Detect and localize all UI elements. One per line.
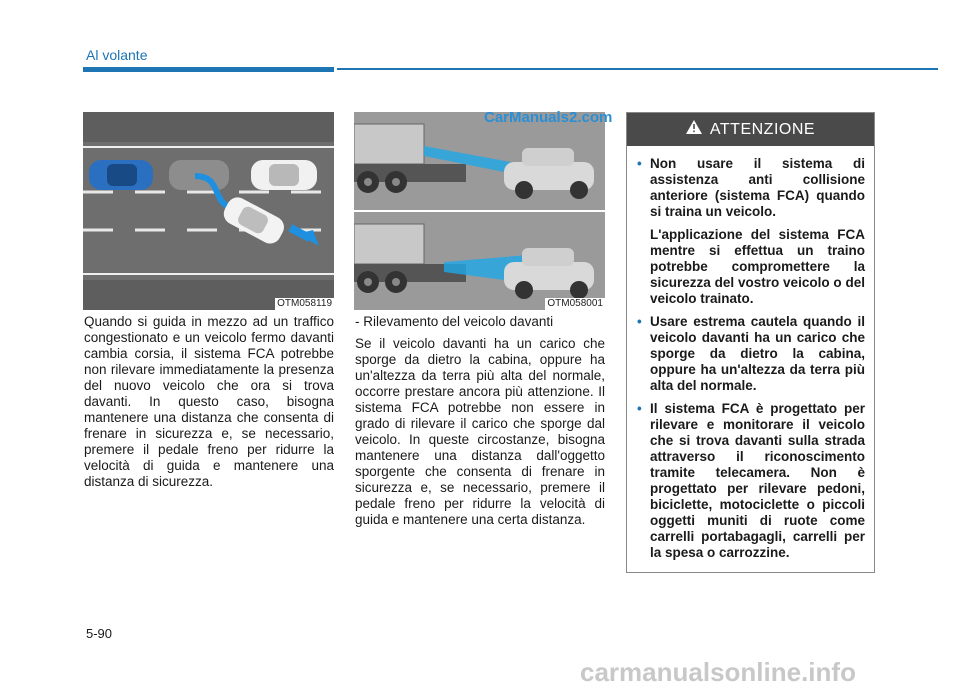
figure-truck-detection [354, 112, 605, 310]
warning-title: ATTENZIONE [709, 120, 816, 138]
header-rule-thick [83, 67, 334, 72]
col2-heading: - Rilevamento del veicolo davanti [355, 314, 554, 329]
warning-box [626, 112, 875, 573]
warning-item-text: Non usare il sistema di assistenza anti collisione anteriore (sistema FCA) quando si traina un veicolo. [650, 156, 865, 219]
col2-paragraph: Se il veicolo davanti ha un carico che sporge da dietro la cabina, oppure ha un'altezza da terra più alta del normale, occorre prestare ancora più attenzione. Il sistema FCA potrebbe non essere in grado di rilevare il carico che sporge dal veicolo. In queste circostanze, bisogna mantenere una distanza dall'oggetto sporgente che consenta di frenare in sicurezza e, se necessario, premere il pedale freno per ridurre la velocità di guida e mantenere una certa distanza. [355, 336, 605, 527]
column-1-text [84, 314, 334, 496]
col1-paragraph: Quando si guida in mezzo ad un traffico congestionato e un veicolo fermo davanti cambia corsia, il sistema FCA potrebbe non rilevare immediatamente la presenza del nuovo veicolo che ora si trova davanti. In questo caso, bisogna mantenere una distanza che consenta di frenare in sicurezza e, se necessario, premere il pedale freno per ridurre la velocità di guida e mantenere una distanza di sicurezza. [84, 314, 334, 489]
warning-item-text: Usare estrema cautela quando il veicolo davanti ha un carico che sporge da dietro la cabina, oppure ha un'altezza da terra più alta del normale. [650, 314, 865, 393]
warning-header [627, 113, 874, 146]
warning-body [627, 146, 874, 561]
bullet-icon: • [637, 401, 642, 416]
footer-watermark: carmanualsonline.info [580, 657, 856, 687]
warning-triangle-icon [686, 120, 702, 139]
warning-item-text: Il sistema FCA è progettato per rilevare e monitorare il veicolo che si trova davanti sulla strada attraverso il riconoscimento tramite telecamera. Non è progettato per rilevare pedoni, biciclette, motociclette o piccoli oggetti muniti di ruote come carrelli portabagagli, carrelli per la spesa o carrozzine. [650, 401, 865, 560]
column-2-text [355, 314, 605, 534]
bullet-icon: • [637, 314, 642, 329]
figure-code-left: OTM058119 [277, 298, 332, 309]
list-item [637, 156, 865, 307]
bullet-icon: • [637, 156, 642, 171]
warning-item-subtext: L'applicazione del sistema FCA mentre si effettua un traino potrebbe compromettere la sicurezza del vostro veicolo o del veicolo trainato. [650, 227, 865, 306]
page-number: 5-90 [86, 626, 113, 641]
figure-code-right: OTM058001 [547, 298, 603, 309]
figure-lane-change [83, 112, 334, 310]
watermark-carmanuals2: CarManuals2.com [484, 109, 613, 126]
header-rule-thin [337, 68, 938, 70]
list-item [637, 314, 865, 394]
section-title: Al volante [86, 47, 148, 63]
list-item [637, 401, 865, 561]
